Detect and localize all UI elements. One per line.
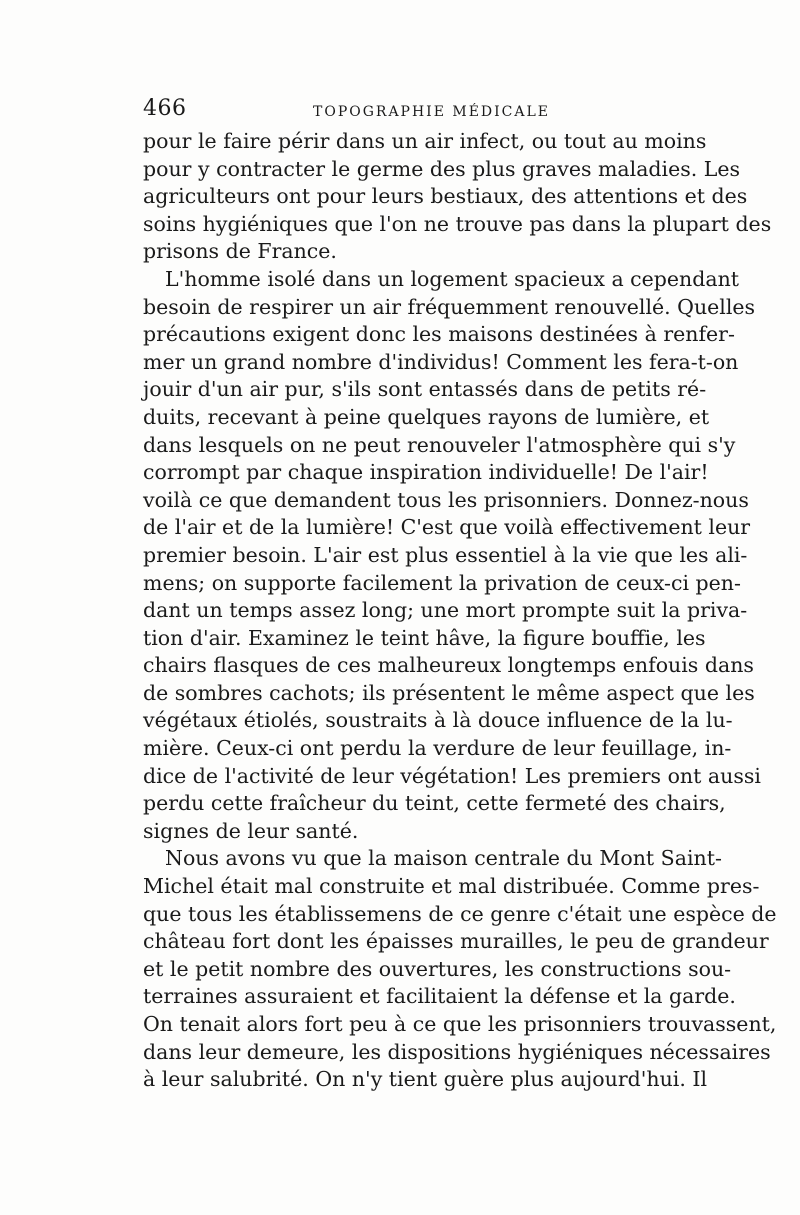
text-line: mière. Ceux-ci ont perdu la verdure de leur feuillage, in- [143,736,732,761]
body-text [143,128,777,1094]
text-line: perdu cette fraîcheur du teint, cette fermeté des chairs, [143,791,726,816]
text-line: prisons de France. [143,239,337,264]
text-line: château fort dont les épaisses murailles, le peu de grandeur [143,929,769,954]
text-line: agriculteurs ont pour leurs bestiaux, des attentions et des [143,184,748,209]
text-line: et le petit nombre des ouvertures, les constructions sou- [143,956,732,981]
running-title: TOPOGRAPHIE MÉDICALE [313,104,551,120]
text-line: Michel était mal construite et mal distribuée. Comme pres- [143,874,760,899]
text-line: dant un temps assez long; une mort prompte suit la priva- [143,598,748,623]
text-line: voilà ce que demandent tous les prisonniers. Donnez-nous [143,487,749,512]
text-line: besoin de respirer un air fréquemment renouvellé. Quelles [143,294,756,319]
text-line: signes de leur santé. [143,818,359,843]
text-line: pour y contracter le germe des plus graves maladies. Les [143,156,741,181]
text-line: duits, recevant à peine quelques rayons de lumière, et [143,404,710,429]
text-line: végétaux étiolés, soustraits à là douce influence de la lu- [143,708,733,733]
text-line: soins hygiéniques que l'on ne trouve pas dans la plupart des [143,211,772,236]
text-line: à leur salubrité. On n'y tient guère plus aujourd'hui. Il [143,1067,708,1092]
text-line: mer un grand nombre d'individus! Comment les fera-t-on [143,349,739,374]
text-line: jouir d'un air pur, s'ils sont entassés dans de petits ré- [143,377,707,402]
page-header [143,96,663,126]
text-line: de l'air et de la lumière! C'est que voilà effectivement leur [143,515,751,540]
text-line: L'homme isolé dans un logement spacieux a cependant [165,266,740,291]
text-line: premier besoin. L'air est plus essentiel à la vie que les ali- [143,542,748,567]
text-line: pour le faire périr dans un air infect, ou tout au moins [143,129,707,153]
text-line: terraines assuraient et facilitaient la défense et la garde. [143,984,736,1009]
text-line: tion d'air. Examinez le teint hâve, la figure bouffie, les [143,625,706,650]
text-line: Nous avons vu que la maison centrale du Mont Saint- [165,846,722,871]
text-line: dans leur demeure, les dispositions hygiéniques nécessaires [143,1039,771,1064]
page-number: 466 [143,96,187,121]
text-line: corrompt par chaque inspiration individuelle! De l'air! [143,460,709,485]
text-line: de sombres cachots; ils présentent le même aspect que les [143,680,755,705]
text-line: précautions exigent donc les maisons destinées à renfer- [143,322,735,347]
text-line: dice de l'activité de leur végétation! Les premiers ont aussi [143,763,761,788]
text-line: On tenait alors fort peu à ce que les prisonniers trouvassent, [143,1012,777,1036]
text-line: dans lesquels on ne peut renouveler l'atmosphère qui s'y [143,432,736,457]
text-line: que tous les établissemens de ce genre c'était une espèce de [143,901,777,926]
text-line: chairs flasques de ces malheureux longtemps enfouis dans [143,653,754,678]
text-line: mens; on supporte facilement la privation de ceux-ci pen- [143,570,741,595]
